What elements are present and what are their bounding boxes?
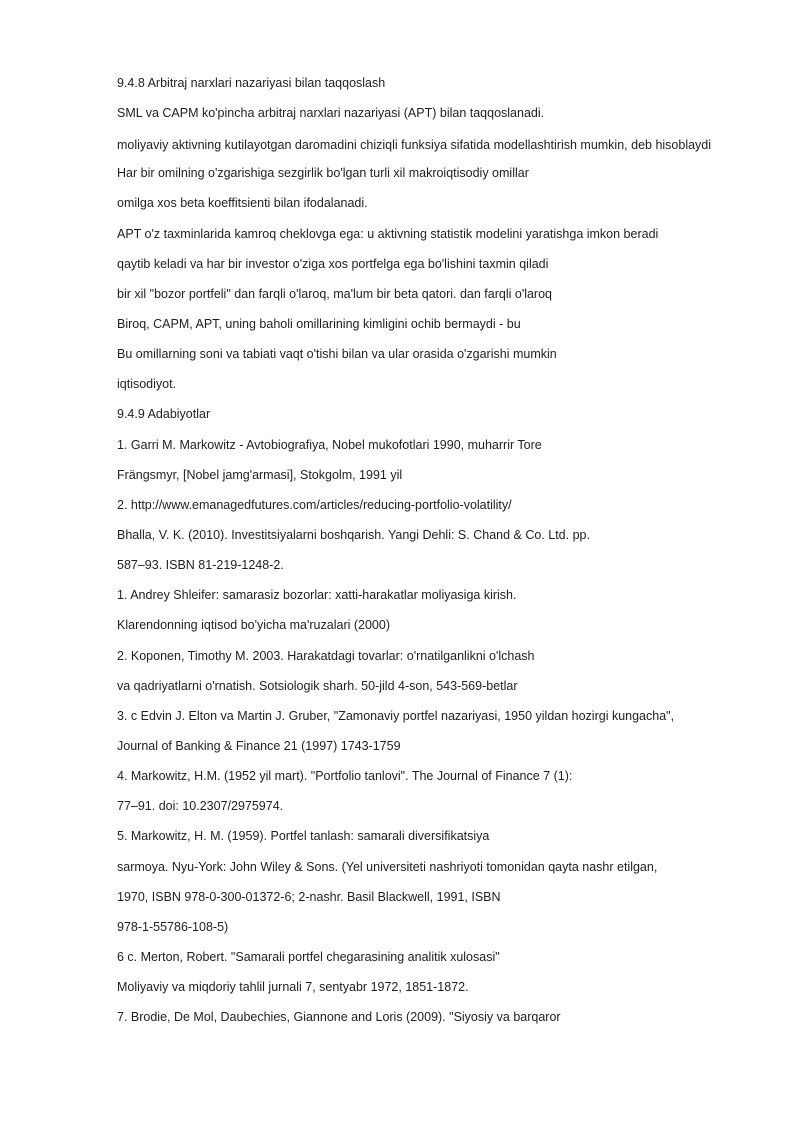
text-line: bir xil "bozor portfeli" dan farqli o'laroq, ma'lum bir beta qatori. dan farqli o'laroq [117,286,552,301]
reference-line: 1. Garri M. Markowitz - Avtobiografiya, Nobel mukofotlari 1990, muharrir Tore [117,437,542,452]
text-line: SML va CAPM ko'pincha arbitraj narxlari nazariyasi (APT) bilan taqqoslanadi. [117,106,545,121]
section-heading: 9.4.8 Arbitraj narxlari nazariyasi bilan taqqoslash [117,76,386,90]
text-line: Har bir omilning o'zgarishiga sezgirlik bo'lgan turli xil makroiqtisodiy omillar [117,166,529,181]
reference-line: 1. Andrey Shleifer: samarasiz bozorlar: xatti-harakatlar moliyasiga kirish. [117,588,517,603]
reference-line: Moliyaviy va miqdoriy tahlil jurnali 7, sentyabr 1972, 1851-1872. [117,980,469,995]
reference-line: 587–93. ISBN 81-219-1248-2. [117,558,284,573]
text-line: qaytib keladi va har bir investor o'ziga xos portfelga ega bo'lishini taxmin qiladi [117,256,549,271]
text-line: Bu omillarning soni va tabiati vaqt o'tishi bilan va ular orasida o'zgarishi mumkin [117,347,557,362]
reference-line: sarmoya. Nyu-York: John Wiley & Sons. (Yel universiteti nashriyoti tomonidan qayta nashr etilgan, [117,859,658,874]
reference-line: 2. http://www.emanagedfutures.com/articles/reducing-portfolio-volatility/ [117,497,512,512]
text-line: APT o'z taxminlarida kamroq cheklovga ega: u aktivning statistik modelini yaratishga imkon beradi [117,226,659,241]
text-line: iqtisodiyot. [117,377,177,392]
document-body [117,76,717,1040]
reference-line: Frängsmyr, [Nobel jamg'armasi], Stokgolm, 1991 yil [117,467,403,482]
text-paragraph: moliyaviy aktivning kutilayotgan daromadini chiziqli funksiya sifatida modellashtirish mumkin, deb hisoblaydi [117,138,712,153]
reference-line: 4. Markowitz, H.M. (1952 yil mart). "Portfolio tanlovi". The Journal of Finance 7 (1): [117,769,573,784]
reference-line: 77–91. doi: 10.2307/2975974. [117,799,284,814]
reference-line: 3. c Edvin J. Elton va Martin J. Gruber, "Zamonaviy portfel nazariyasi, 1950 yildan hozirgi kungacha", [117,708,675,723]
reference-line: Klarendonning iqtisod bo'yicha ma'ruzalari (2000) [117,618,390,633]
reference-line: Journal of Banking & Finance 21 (1997) 1743-1759 [117,738,401,753]
reference-line: 1970, ISBN 978-0-300-01372-6; 2-nashr. Basil Blackwell, 1991, ISBN [117,889,501,904]
reference-line: 7. Brodie, De Mol, Daubechies, Giannone and Loris (2009). "Siyosiy va barqaror [117,1010,561,1025]
text-line: Biroq, CAPM, APT, uning baholi omillarining kimligini ochib bermaydi - bu [117,316,521,331]
text-line: omilga xos beta koeffitsienti bilan ifodalanadi. [117,196,368,211]
reference-line: 2. Koponen, Timothy M. 2003. Harakatdagi tovarlar: o'rnatilganlikni o'lchash [117,648,535,663]
reference-line: va qadriyatlarni o'rnatish. Sotsiologik sharh. 50-jild 4-son, 543-569-betlar [117,678,518,693]
reference-line: 978-1-55786-108-5) [117,919,229,934]
section-heading: 9.4.9 Adabiyotlar [117,407,211,422]
reference-line: 6 c. Merton, Robert. "Samarali portfel chegarasining analitik xulosasi" [117,949,500,964]
reference-line: Bhalla, V. K. (2010). Investitsiyalarni boshqarish. Yangi Dehli: S. Chand & Co. Ltd. pp. [117,527,590,542]
reference-line: 5. Markowitz, H. M. (1959). Portfel tanlash: samarali diversifikatsiya [117,829,490,844]
